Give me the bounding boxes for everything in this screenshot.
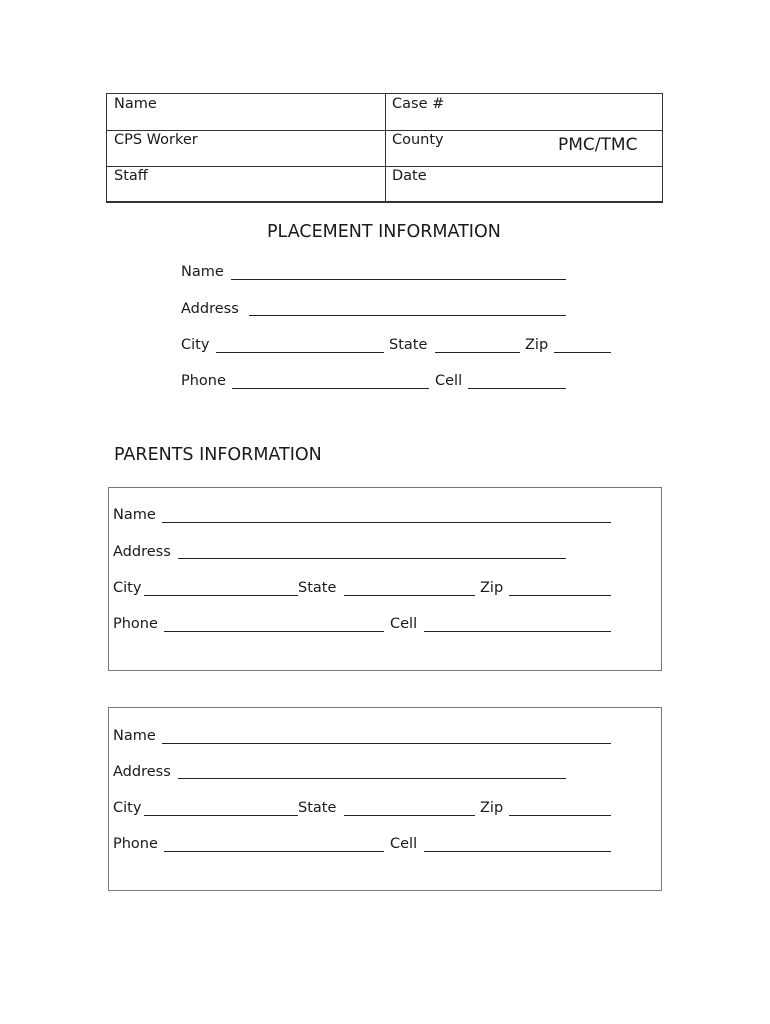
parent2-phone-line[interactable]	[164, 851, 384, 852]
parent2-zip-line[interactable]	[509, 815, 611, 816]
header-staff-label: Staff	[114, 168, 148, 184]
parent2-name-line[interactable]	[162, 743, 611, 744]
parent2-city-label: City	[113, 800, 142, 816]
header-cps-worker-label: CPS Worker	[114, 132, 198, 148]
placement-phone-label: Phone	[181, 373, 226, 389]
parent1-address-line[interactable]	[178, 558, 566, 559]
parent2-cell-line[interactable]	[424, 851, 611, 852]
header-name-label: Name	[114, 96, 157, 112]
placement-city-label: City	[181, 337, 210, 353]
parent-info-box-2	[108, 707, 662, 891]
header-column-divider	[385, 94, 386, 201]
header-case-label: Case #	[392, 96, 445, 112]
header-pmc-tmc-label: PMC/TMC	[558, 135, 638, 155]
placement-address-line[interactable]	[249, 315, 566, 316]
header-date-label: Date	[392, 168, 427, 184]
parent1-address-label: Address	[113, 544, 171, 560]
placement-zip-label: Zip	[525, 337, 549, 353]
parent2-state-line[interactable]	[344, 815, 475, 816]
parent1-phone-line[interactable]	[164, 631, 384, 632]
header-county-label: County	[392, 132, 444, 148]
parent1-state-line[interactable]	[344, 595, 475, 596]
parent1-phone-label: Phone	[113, 616, 158, 632]
parent2-cell-label: Cell	[390, 836, 418, 852]
parent1-name-label: Name	[113, 507, 156, 523]
placement-zip-line[interactable]	[554, 352, 611, 353]
parent2-city-line[interactable]	[144, 815, 298, 816]
parent1-zip-line[interactable]	[509, 595, 611, 596]
header-row-divider	[107, 130, 662, 131]
parent2-phone-label: Phone	[113, 836, 158, 852]
placement-name-line[interactable]	[231, 279, 566, 280]
parent1-name-line[interactable]	[162, 522, 611, 523]
placement-cell-label: Cell	[435, 373, 463, 389]
placement-city-line[interactable]	[216, 352, 384, 353]
placement-address-label: Address	[181, 301, 239, 317]
parent2-address-line[interactable]	[178, 778, 566, 779]
placement-cell-line[interactable]	[468, 388, 566, 389]
parent2-state-label: State	[298, 800, 337, 816]
parent2-address-label: Address	[113, 764, 171, 780]
placement-phone-line[interactable]	[232, 388, 429, 389]
placement-section-title: PLACEMENT INFORMATION	[267, 222, 501, 242]
placement-state-label: State	[389, 337, 428, 353]
parent1-state-label: State	[298, 580, 337, 596]
case-header-table	[106, 93, 663, 203]
parent1-city-line[interactable]	[144, 595, 298, 596]
parent1-zip-label: Zip	[480, 580, 504, 596]
parent1-city-label: City	[113, 580, 142, 596]
parents-section-title: PARENTS INFORMATION	[114, 445, 322, 465]
parent2-name-label: Name	[113, 728, 156, 744]
parent1-cell-label: Cell	[390, 616, 418, 632]
placement-name-label: Name	[181, 264, 224, 280]
parent1-cell-line[interactable]	[424, 631, 611, 632]
placement-state-line[interactable]	[435, 352, 520, 353]
parent-info-box-1	[108, 487, 662, 671]
parent2-zip-label: Zip	[480, 800, 504, 816]
header-row-divider	[107, 166, 662, 167]
